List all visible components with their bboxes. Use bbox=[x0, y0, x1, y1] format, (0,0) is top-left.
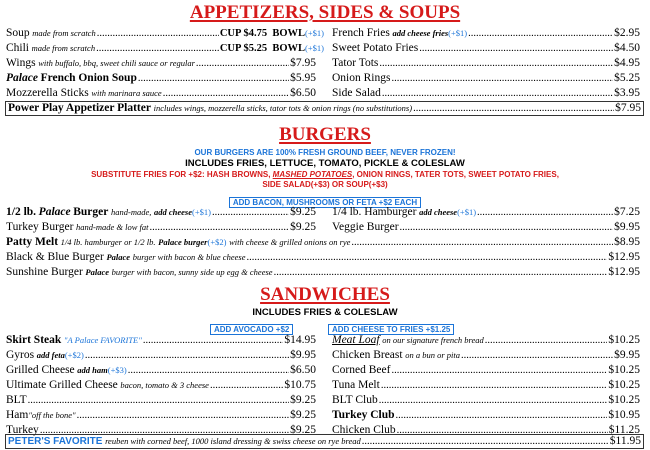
menu-item-half-lb-burger: 1/2 lb. Palace Burger hand-made, add cheese (+$1) ..... $9.25 bbox=[6, 206, 316, 219]
menu-item-mozzerella-sticks: Mozzerella Sticks with marinara sauce ..... $6.50 bbox=[6, 87, 316, 100]
menu-item-chili: Chili made from scratch ..... CUP $5.25 BOWL (+$1) bbox=[6, 42, 324, 55]
menu-item-power-play-platter: Power Play Appetizer Platter includes wings, mozzerella sticks, tator tots & onion rings (no substitutions) ..... $7.95 bbox=[5, 101, 644, 116]
menu-item-patty-melt: Patty Melt 1/4 lb. hamburger or 1/2 lb. Palace burger (+$2) with cheese & grilled onions on rye ..... $8.95 bbox=[6, 236, 640, 249]
menu-item-veggie-burger: Veggie Burger ..... $9.95 bbox=[332, 221, 640, 234]
sandwiches-includes: INCLUDES FRIES & COLESLAW bbox=[252, 307, 398, 318]
menu-item-turkey-club: Turkey Club ..... $10.95 bbox=[332, 409, 640, 422]
menu-item-soup: Soup made from scratch ..... CUP $4.75 BOWL (+$1) bbox=[6, 27, 324, 40]
menu-item-blt: BLT ..... $9.25 bbox=[6, 394, 316, 407]
menu-item-sunshine-burger: Sunshine Burger Palace burger with bacon, sunny side up egg & cheese ..... $12.95 bbox=[6, 266, 640, 279]
burgers-add-box: ADD BACON, MUSHROOMS OR FETA +$2 EACH bbox=[229, 197, 421, 208]
menu-item-skirt-steak: Skirt Steak "A Palace FAVORITE" ..... $14.95 bbox=[6, 334, 316, 347]
menu-item-chicken-club: Chicken Club ..... $11.25 bbox=[332, 424, 640, 437]
menu-item-side-salad: Side Salad ..... $3.95 bbox=[332, 87, 640, 100]
menu-item-sweet-potato-fries: Sweet Potato Fries ..... $4.50 bbox=[332, 42, 640, 55]
burgers-includes: INCLUDES FRIES, LETTUCE, TOMATO, PICKLE & COLESLAW bbox=[185, 158, 465, 169]
burgers-title: BURGERS bbox=[279, 124, 371, 145]
menu-item-tuna-melt: Tuna Melt ..... $10.25 bbox=[332, 379, 640, 392]
sandwiches-box-cheese-fries: ADD CHEESE TO FRIES +$1.25 bbox=[328, 319, 454, 337]
burgers-tagline: OUR BURGERS ARE 100% FRESH GROUND BEEF, NEVER FROZEN! bbox=[194, 148, 456, 157]
burgers-substitute-line-2: SIDE SALAD(+$3) OR SOUP(+$3) bbox=[262, 180, 388, 189]
menu-item-corned-beef: Corned Beef ..... $10.25 bbox=[332, 364, 640, 377]
sandwiches-title: SANDWICHES bbox=[260, 284, 390, 305]
menu-item-french-onion-soup: Palace French Onion Soup ..... $5.95 bbox=[6, 72, 316, 85]
menu-item-meat-loaf: Meat Loaf on our signature french bread ..... $10.25 bbox=[332, 334, 640, 347]
sandwiches-box-avocado: ADD AVOCADO +$2 bbox=[210, 319, 293, 337]
menu-item-wings: Wings with buffalo, bbq, sweet chili sauce or regular ..... $7.95 bbox=[6, 57, 316, 70]
menu-item-blt-club: BLT Club ..... $10.25 bbox=[332, 394, 640, 407]
menu-item-chicken-breast: Chicken Breast on a bun or pita ..... $9.95 bbox=[332, 349, 640, 362]
menu-item-tator-tots: Tator Tots ..... $4.95 bbox=[332, 57, 640, 70]
menu-item-turkey: Turkey ..... $9.25 bbox=[6, 424, 316, 437]
menu-item-gyros: Gyros add feta (+$2) ..... $9.95 bbox=[6, 349, 316, 362]
menu-item-peters-favorite: PETER'S FAVORITE reuben with corned beef, 1000 island dressing & swiss cheese on rye bread ..... $11.95 bbox=[5, 434, 644, 449]
menu-item-onion-rings: Onion Rings ..... $5.25 bbox=[332, 72, 640, 85]
burgers-substitute-line-1: SUBSTITUTE FRIES FOR +$2: HASH BROWNS, MASHED POTATOES, ONION RINGS, TATER TOTS, SWEET POTATO FRIES, bbox=[91, 170, 559, 179]
appetizers-title: APPETIZERS, SIDES & SOUPS bbox=[189, 2, 461, 23]
menu-item-french-fries: French Fries add cheese fries (+$1) ..... $2.95 bbox=[332, 27, 640, 40]
menu-item-turkey-burger: Turkey Burger hand-made & low fat ..... $9.25 bbox=[6, 221, 316, 234]
menu-item-ultimate-grilled-cheese: Ultimate Grilled Cheese bacon, tomato & 3 cheese ..... $10.75 bbox=[6, 379, 316, 392]
menu-item-quarter-lb-hamburger: 1/4 lb. Hamburger add cheese (+$1) ..... $7.25 bbox=[332, 206, 640, 219]
menu-item-grilled-cheese: Grilled Cheese add ham (+$3) ..... $6.50 bbox=[6, 364, 316, 377]
menu-item-ham: Ham "off the bone" ..... $9.25 bbox=[6, 409, 316, 422]
menu-item-black-blue-burger: Black & Blue Burger Palace burger with bacon & blue cheese ..... $12.95 bbox=[6, 251, 640, 264]
